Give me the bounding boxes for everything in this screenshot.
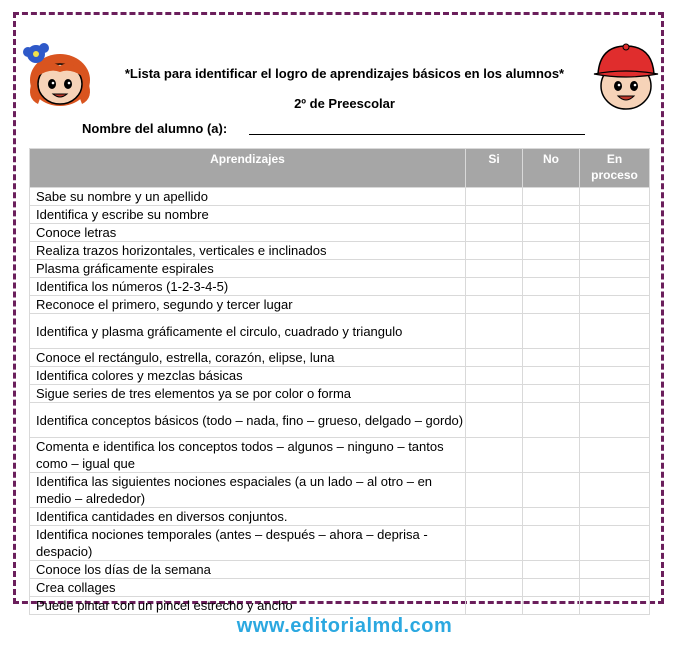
table-row <box>30 260 650 278</box>
learning-item: Conoce letras <box>30 224 466 242</box>
en-proceso-box[interactable] <box>580 260 650 278</box>
learning-item: Realiza trazos horizontales, verticales e inclinados <box>30 242 466 260</box>
no-box[interactable] <box>523 508 580 526</box>
si-box[interactable] <box>466 367 523 385</box>
learning-item: Puede pintar con un pincel estrecho y ancho <box>30 597 466 615</box>
table-row <box>30 188 650 206</box>
column-header-si: Si <box>466 149 523 188</box>
si-box[interactable] <box>466 296 523 314</box>
si-box[interactable] <box>466 260 523 278</box>
learning-item: Identifica los números (1-2-3-4-5) <box>30 278 466 296</box>
en-proceso-box[interactable] <box>580 314 650 349</box>
en-proceso-box[interactable] <box>580 473 650 508</box>
si-box[interactable] <box>466 561 523 579</box>
en-proceso-box[interactable] <box>580 597 650 615</box>
learning-item: Sigue series de tres elementos ya se por color o forma <box>30 385 466 403</box>
si-box[interactable] <box>466 526 523 561</box>
learning-item: Reconoce el primero, segundo y tercer lugar <box>30 296 466 314</box>
learning-item: Sabe su nombre y un apellido <box>30 188 466 206</box>
si-box[interactable] <box>466 508 523 526</box>
column-header-no: No <box>523 149 580 188</box>
table-row <box>30 526 650 561</box>
learning-item: Plasma gráficamente espirales <box>30 260 466 278</box>
no-box[interactable] <box>523 526 580 561</box>
learning-item: Identifica colores y mezclas básicas <box>30 367 466 385</box>
student-name-field[interactable] <box>249 134 585 135</box>
table-row <box>30 296 650 314</box>
en-proceso-box[interactable] <box>580 206 650 224</box>
no-box[interactable] <box>523 367 580 385</box>
no-box[interactable] <box>523 385 580 403</box>
learning-item: Identifica nociones temporales (antes – después – ahora – deprisa - despacio) <box>30 526 466 561</box>
learning-item: Identifica las siguientes nociones espaciales (a un lado – al otro – en medio – alrededor) <box>30 473 466 508</box>
en-proceso-box[interactable] <box>580 224 650 242</box>
learning-item: Identifica y plasma gráficamente el circulo, cuadrado y triangulo <box>30 314 466 349</box>
table-row <box>30 242 650 260</box>
si-box[interactable] <box>466 349 523 367</box>
si-box[interactable] <box>466 188 523 206</box>
si-box[interactable] <box>466 473 523 508</box>
en-proceso-box[interactable] <box>580 188 650 206</box>
no-box[interactable] <box>523 561 580 579</box>
column-header-en-proceso: En proceso <box>580 149 650 188</box>
learning-item: Identifica conceptos básicos (todo – nada, fino – grueso, delgado – gordo) <box>30 403 466 438</box>
no-box[interactable] <box>523 188 580 206</box>
no-box[interactable] <box>523 278 580 296</box>
table-row <box>30 278 650 296</box>
learning-item: Comenta e identifica los conceptos todos – algunos – ninguno – tantos como – igual que <box>30 438 466 473</box>
no-box[interactable] <box>523 314 580 349</box>
en-proceso-box[interactable] <box>580 242 650 260</box>
no-box[interactable] <box>523 224 580 242</box>
en-proceso-box[interactable] <box>580 579 650 597</box>
en-proceso-box[interactable] <box>580 561 650 579</box>
table-row <box>30 579 650 597</box>
table-row <box>30 438 650 473</box>
table-row <box>30 206 650 224</box>
si-box[interactable] <box>466 385 523 403</box>
no-box[interactable] <box>523 242 580 260</box>
learning-item: Crea collages <box>30 579 466 597</box>
si-box[interactable] <box>466 403 523 438</box>
table-row <box>30 597 650 615</box>
checklist-table <box>29 148 650 615</box>
si-box[interactable] <box>466 314 523 349</box>
en-proceso-box[interactable] <box>580 438 650 473</box>
si-box[interactable] <box>466 224 523 242</box>
en-proceso-box[interactable] <box>580 508 650 526</box>
table-row <box>30 385 650 403</box>
si-box[interactable] <box>466 278 523 296</box>
table-header-row <box>30 149 650 188</box>
no-box[interactable] <box>523 438 580 473</box>
si-box[interactable] <box>466 597 523 615</box>
grade-label: 2º de Preescolar <box>294 96 395 111</box>
table-row <box>30 508 650 526</box>
page-title: *Lista para identificar el logro de aprendizajes básicos en los alumnos* <box>124 66 565 81</box>
no-box[interactable] <box>523 403 580 438</box>
no-box[interactable] <box>523 296 580 314</box>
table-row <box>30 561 650 579</box>
no-box[interactable] <box>523 349 580 367</box>
no-box[interactable] <box>523 473 580 508</box>
table-row <box>30 224 650 242</box>
student-name-label: Nombre del alumno (a): <box>82 121 228 136</box>
no-box[interactable] <box>523 579 580 597</box>
learning-item: Conoce el rectángulo, estrella, corazón, elipse, luna <box>30 349 466 367</box>
si-box[interactable] <box>466 438 523 473</box>
si-box[interactable] <box>466 579 523 597</box>
en-proceso-box[interactable] <box>580 278 650 296</box>
en-proceso-box[interactable] <box>580 385 650 403</box>
learning-item: Identifica y escribe su nombre <box>30 206 466 224</box>
learning-item: Identifica cantidades en diversos conjuntos. <box>30 508 466 526</box>
en-proceso-box[interactable] <box>580 526 650 561</box>
si-box[interactable] <box>466 206 523 224</box>
no-box[interactable] <box>523 597 580 615</box>
table-row <box>30 473 650 508</box>
table-row <box>30 367 650 385</box>
no-box[interactable] <box>523 206 580 224</box>
table-row <box>30 349 650 367</box>
en-proceso-box[interactable] <box>580 296 650 314</box>
no-box[interactable] <box>523 260 580 278</box>
learning-item: Conoce los días de la semana <box>30 561 466 579</box>
en-proceso-box[interactable] <box>580 367 650 385</box>
en-proceso-box[interactable] <box>580 349 650 367</box>
website-footer: www.editorialmd.com <box>236 615 453 637</box>
si-box[interactable] <box>466 242 523 260</box>
table-row <box>30 314 650 349</box>
en-proceso-box[interactable] <box>580 403 650 438</box>
column-header-aprendizajes: Aprendizajes <box>30 149 466 188</box>
table-row <box>30 403 650 438</box>
